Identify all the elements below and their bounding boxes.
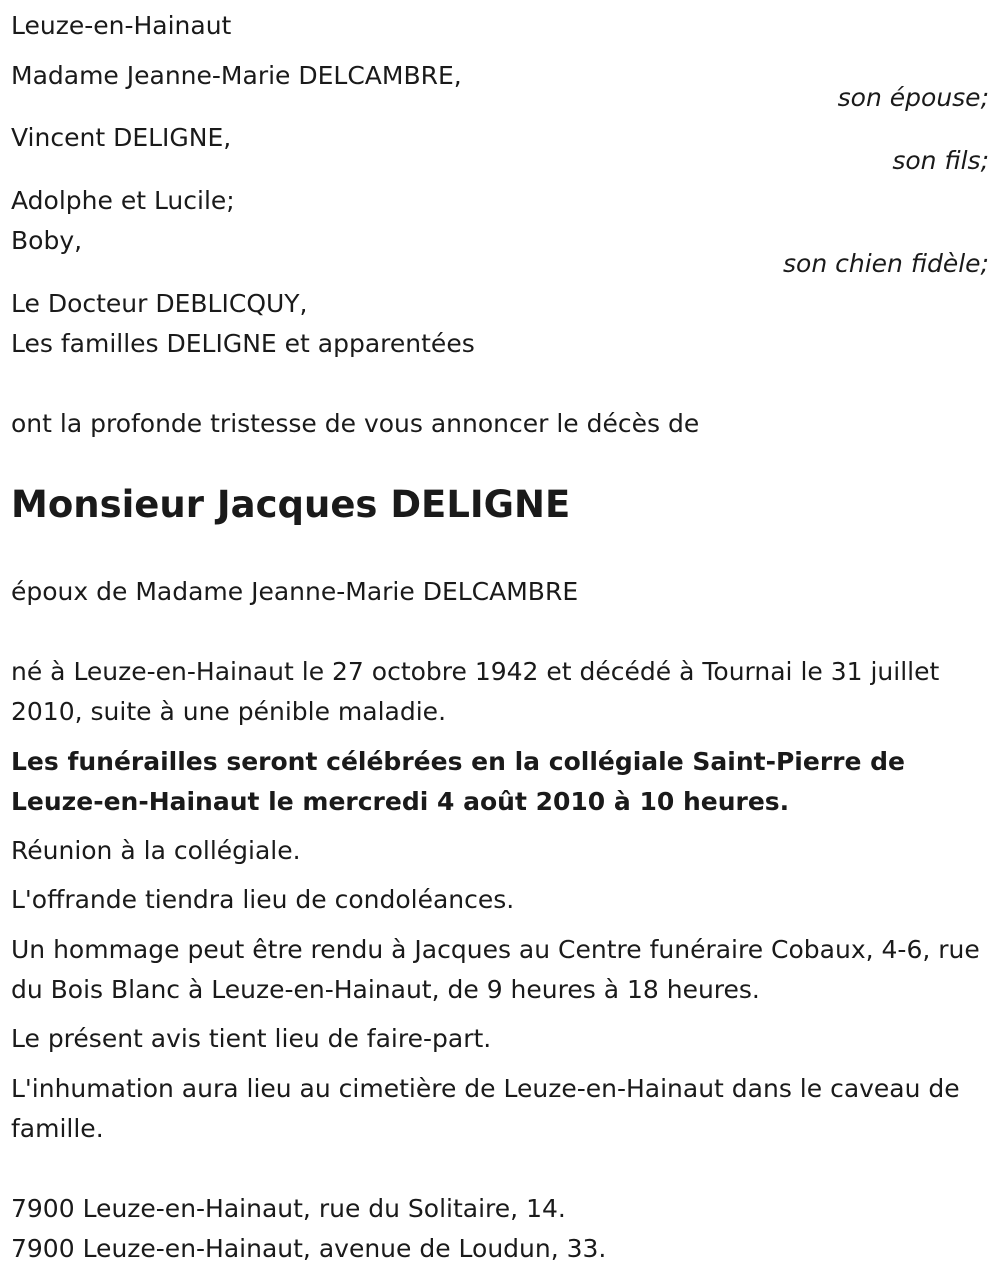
offering-line: L'offrande tiendra lieu de condoléances. [11,885,515,914]
address-line-1: 7900 Leuze-en-Hainaut, rue du Solitaire, 14. [11,1194,566,1223]
meeting-line: Réunion à la collégiale. [11,836,301,865]
spouse-line: époux de Madame Jeanne-Marie DELCAMBRE [11,577,579,606]
tribute-paragraph: Un hommage peut être rendu à Jacques au Centre funéraire Cobaux, 4-6, rue du Bois Blanc à Leuze-en-Hainaut, de 9 heures à 18 heures. [11,935,980,1004]
birth-death-paragraph: né à Leuze-en-Hainaut le 27 octobre 1942 et décédé à Tournai le 31 juillet 2010, suite à une pénible maladie. [11,657,940,726]
notice-line: Le présent avis tient lieu de faire-part. [11,1024,492,1053]
family-member-doctor: Le Docteur DEBLICQUY, [11,289,308,318]
funeral-paragraph: Les funérailles seront célébrées en la collégiale Saint-Pierre de Leuze-en-Hainaut le mercredi 4 août 2010 à 10 heures. [11,747,905,816]
family-member-grandchildren: Adolphe et Lucile; [11,186,235,215]
family-member-son: Vincent DELIGNE, [11,123,232,152]
relation-spouse: son épouse; [837,83,989,112]
relation-dog: son chien fidèle; [783,249,989,278]
family-member-families: Les familles DELIGNE et apparentées [11,329,475,358]
relation-son: son fils; [892,146,989,175]
burial-paragraph: L'inhumation aura lieu au cimetière de Leuze-en-Hainaut dans le caveau de famille. [11,1074,960,1143]
header-place: Leuze-en-Hainaut [11,11,232,40]
address-line-2: 7900 Leuze-en-Hainaut, avenue de Loudun, 33. [11,1234,607,1263]
deceased-name: Monsieur Jacques DELIGNE [11,483,571,526]
family-member-spouse: Madame Jeanne-Marie DELCAMBRE, [11,61,462,90]
family-member-dog: Boby, [11,226,83,255]
announcement-text: ont la profonde tristesse de vous annoncer le décès de [11,409,700,438]
